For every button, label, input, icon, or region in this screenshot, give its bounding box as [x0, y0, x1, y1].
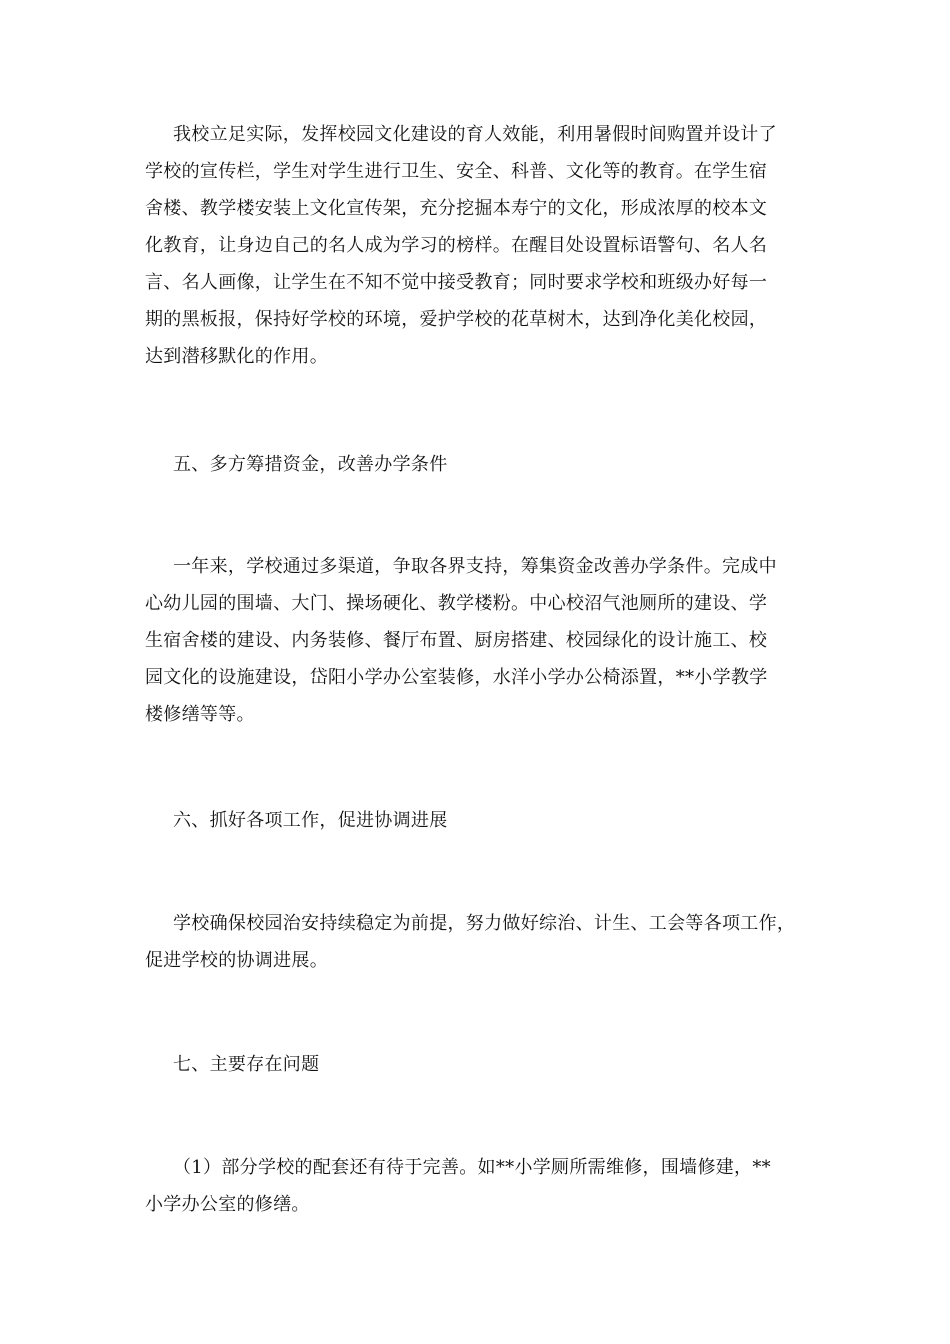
text-line: 学校确保校园治安持续稳定为前提，努力做好综治、计生、工会等各项工作， — [173, 913, 796, 934]
text-line: 生宿舍楼的建设、内务装修、餐厅布置、厨房搭建、校园绿化的设计施工、校 — [145, 630, 768, 651]
text-line: 舍楼、教学楼安装上文化宣传架，充分挖掘本寿宁的文化，形成浓厚的校本文 — [145, 198, 768, 219]
text-line: 促进学校的协调进展。 — [145, 950, 328, 971]
text-line: 言、名人画像，让学生在不知不觉中接受教育；同时要求学校和班级办好每一 — [145, 272, 768, 293]
text-line: 期的黑板报，保持好学校的环境，爱护学校的花草树木，达到净化美化校园， — [145, 309, 768, 330]
text-line: 我校立足实际，发挥校园文化建设的育人效能，利用暑假时间购置并设计了 — [173, 124, 777, 145]
text-line: （1）部分学校的配套还有待于完善。如**小学厕所需维修，围墙修建，** — [173, 1157, 771, 1178]
text-line: 学校的宣传栏，学生对学生进行卫生、安全、科普、文化等的教育。在学生宿 — [145, 161, 768, 182]
section-heading-6: 六、抓好各项工作，促进协调进展 — [173, 810, 448, 831]
text-line: 一年来，学校通过多渠道，争取各界支持，筹集资金改善办学条件。完成中 — [173, 556, 777, 577]
text-line: 化教育，让身边自己的名人成为学习的榜样。在醒目处设置标语警句、名人名 — [145, 235, 768, 256]
text-line: 达到潜移默化的作用。 — [145, 346, 328, 367]
section-heading-5: 五、多方筹措资金，改善办学条件 — [173, 454, 448, 475]
text-line: 园文化的设施建设，岱阳小学办公室装修，水洋小学办公椅添置，**小学教学 — [145, 667, 768, 688]
text-line: 心幼儿园的围墙、大门、操场硬化、教学楼粉。中心校沼气池厕所的建设、学 — [145, 593, 768, 614]
text-line: 楼修缮等等。 — [145, 704, 255, 725]
section-heading-7: 七、主要存在问题 — [173, 1054, 320, 1075]
text-line: 小学办公室的修缮。 — [145, 1194, 310, 1215]
